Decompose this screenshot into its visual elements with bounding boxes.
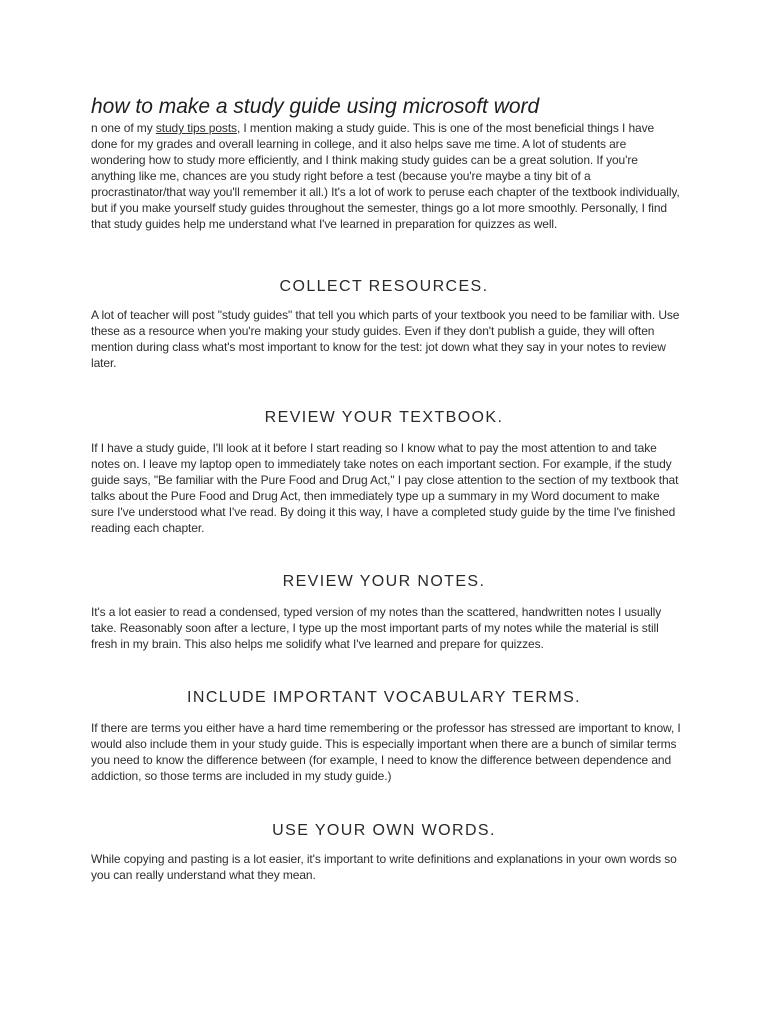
intro-paragraph — [91, 120, 681, 232]
section-body-collect-resources: A lot of teacher will post "study guides" that tell you which parts of your textbook you need to be familiar with. Use these as a resource when you're making your study guides. Even if they don't publish a guide, they will often mention during class what's most important to know for the test: jot down what they say in your notes to review later. — [91, 308, 680, 370]
intro-text-start: n one of my — [91, 121, 156, 135]
section-body-review-notes: It's a lot easier to read a condensed, typed version of my notes than the scattered, handwritten notes I usually take. Reasonably soon after a lecture, I type up the most important parts of my notes while the material is still fresh in my brain. This also helps me solidify what I've learned and prepare for quizzes. — [91, 605, 662, 651]
section-heading-vocabulary-terms: INCLUDE IMPORTANT VOCABULARY TERMS. — [187, 689, 581, 706]
study-tips-posts-link[interactable]: study tips posts — [155, 121, 237, 135]
section-heading-review-textbook: REVIEW YOUR TEXTBOOK. — [264, 409, 504, 426]
section-heading-own-words: USE YOUR OWN WORDS. — [272, 822, 496, 839]
intro-text-rest: , I mention making a study guide. This is one of the most beneficial things I have done for my grades and overall learning in college, and it also helps save me time. A lot of students are wondering how to study more efficiently, and I think making study guides can be a great solution. If you're anything like me, chances are you study right before a test (because you're maybe a tiny bit of a procrastinator/that way you'll remember it all.) It's a lot of work to peruse each chapter of the textbook individually, but if you make yourself study guides throughout the semester, things go a lot more smoothly. Personally, I find that study guides help me understand what I've learned in preparation for quizzes as well. — [91, 121, 680, 231]
section-body-review-textbook: If I have a study guide, I'll look at it before I start reading so I know what to pay the most attention to and take notes on. I leave my laptop open to immediately take notes on each important section. For example, if the study guide says, "Be familiar with the Pure Food and Drug Act," I pay close attention to the section of my textbook that talks about the Pure Food and Drug Act, then immediately type up a summary in my Word document to make sure I've understood what I've read. By doing it this way, I have a completed study guide by the time I've finished reading each chapter. — [91, 441, 679, 535]
section-heading-collect-resources: COLLECT RESOURCES. — [279, 278, 489, 295]
section-body-own-words: While copying and pasting is a lot easier, it's important to write definitions and explanations in your own words so you can really understand what they mean. — [91, 852, 677, 882]
section-body-vocabulary-terms: If there are terms you either have a hard time remembering or the professor has stressed are important to know, I would also include them in your study guide. This is especially important when there are a bunch of similar terms you need to know the difference between (for example, I need to know the difference between dependence and addiction, so those terms are included in my study guide.) — [91, 721, 681, 783]
section-heading-review-notes: REVIEW YOUR NOTES. — [282, 573, 486, 590]
document-title: how to make a study guide using microsoft word — [91, 95, 540, 118]
